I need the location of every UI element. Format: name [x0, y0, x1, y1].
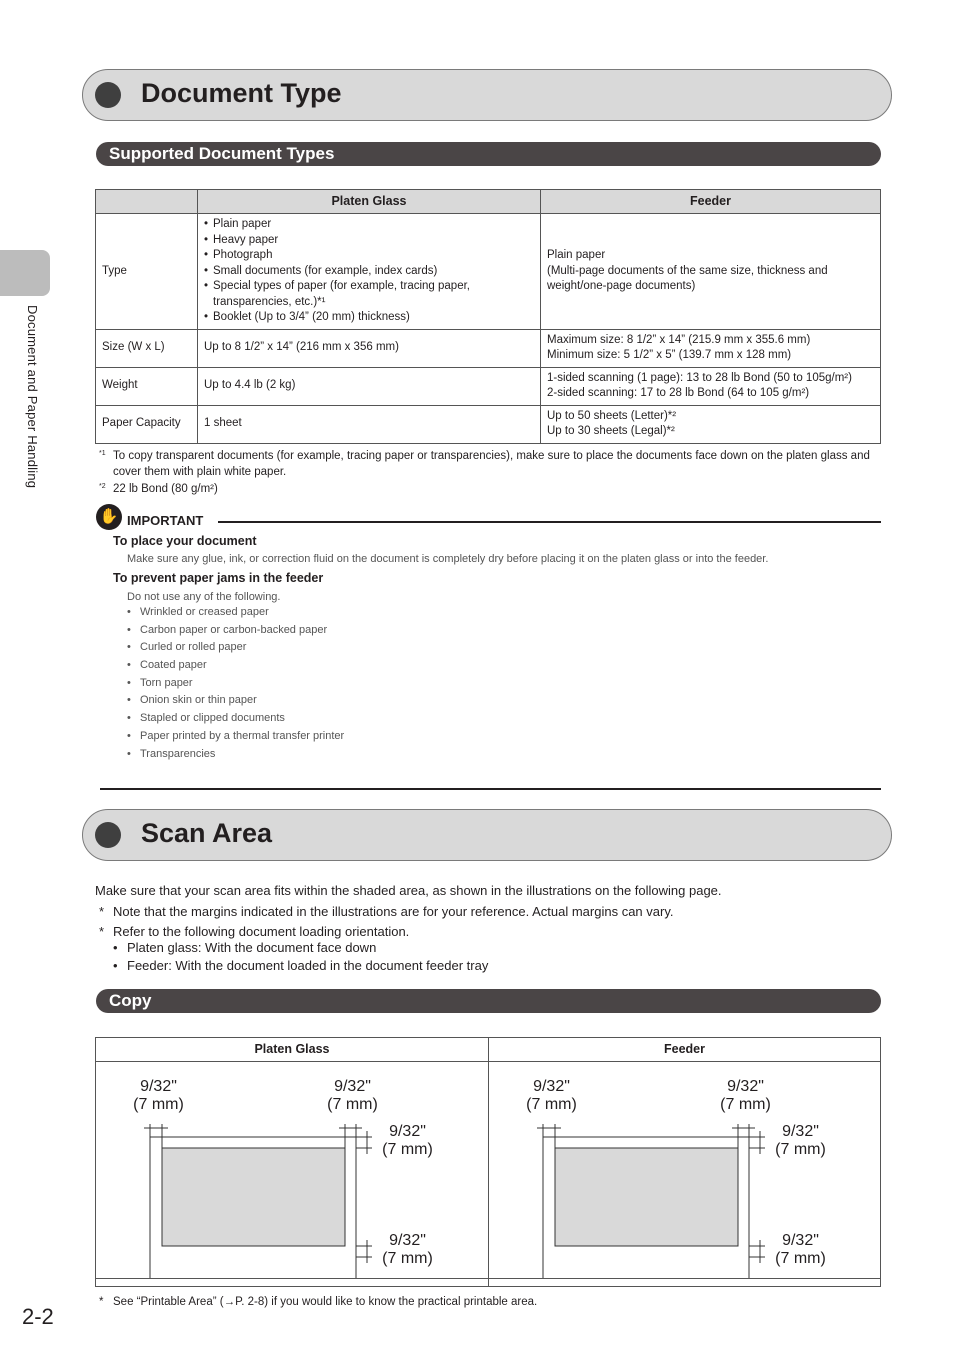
platen-cell: 1 sheet — [198, 405, 541, 443]
footnote-1 — [99, 448, 881, 480]
margin-value-inch: 9/32" — [334, 1078, 371, 1095]
footnote-2 — [99, 481, 881, 497]
list-item: • Small documents (for example, index cards) — [204, 264, 534, 280]
list-item: • Special types of paper (for example, tracing paper, transparencies, etc.)*¹ — [204, 279, 534, 310]
scan-area-shade — [555, 1148, 738, 1246]
section-header-document-type — [82, 69, 892, 121]
table-bottom-line — [96, 1278, 880, 1279]
table-header-empty — [96, 190, 198, 214]
margin-value-inch: 9/32" — [389, 1232, 426, 1249]
margin-label-left — [524, 1078, 579, 1114]
margin-value-mm: (7 mm) — [775, 1141, 826, 1158]
margin-value-inch: 9/32" — [727, 1078, 764, 1095]
important-label: IMPORTANT — [127, 513, 204, 528]
margin-label-bottom — [380, 1232, 435, 1268]
list-item: • Coated paper — [127, 659, 344, 677]
hand-stop-icon: ✋ — [96, 504, 122, 530]
note-star: * — [99, 924, 105, 939]
margin-label-top — [773, 1123, 828, 1159]
margin-label-bottom — [773, 1232, 828, 1268]
subsection-title: Copy — [109, 991, 152, 1010]
margin-label-right — [325, 1078, 380, 1114]
important-heading-2: To prevent paper jams in the feeder — [113, 571, 324, 585]
cell-line: Up to 50 sheets (Letter)*² — [547, 409, 677, 422]
chapter-tab-label: Document and Paper Handling — [25, 305, 40, 489]
list-item: • Booklet (Up to 3/4” (20 mm) thickness) — [204, 310, 534, 326]
margin-value-inch: 9/32" — [140, 1078, 177, 1095]
feeder-cell — [541, 214, 881, 330]
margin-value-mm: (7 mm) — [327, 1096, 378, 1113]
cell-line: Minimum size: 5 1/2” x 5” (139.7 mm x 128 mm) — [547, 349, 792, 361]
table-row — [96, 214, 881, 330]
row-label: Size (W x L) — [96, 329, 198, 367]
table-row — [96, 367, 881, 405]
scan-intro: Make sure that your scan area fits within the shaded area, as shown in the illustrations on the following page. — [95, 883, 722, 898]
section-bullet-icon — [95, 82, 121, 108]
footer-star: * — [99, 1296, 104, 1308]
list-item: • Onion skin or thin paper — [127, 694, 344, 712]
scan-note-2: Refer to the following document loading orientation. — [113, 924, 410, 939]
section-bullet-icon — [95, 822, 121, 848]
bullet-dot: • — [113, 940, 118, 955]
scan-bullet-1: Platen glass: With the document face down — [127, 940, 377, 955]
important-heading-1: To place your document — [113, 534, 257, 548]
table-header-platen: Platen Glass — [198, 190, 541, 214]
section-header-scan-area — [82, 809, 892, 861]
footnote-mark: *1 — [99, 450, 106, 457]
cell-line: Up to 30 sheets (Legal)*² — [547, 425, 675, 437]
margin-value-inch: 9/32" — [782, 1123, 819, 1140]
feeder-cell — [541, 367, 881, 405]
list-item: • Plain paper — [204, 217, 534, 233]
avoid-paper-list — [127, 606, 344, 765]
margin-label-right — [718, 1078, 773, 1114]
footnote-text: 22 lb Bond (80 g/m²) — [113, 483, 218, 495]
margin-value-mm: (7 mm) — [133, 1096, 184, 1113]
list-item: • Torn paper — [127, 677, 344, 695]
list-item: • Carbon paper or carbon-backed paper — [127, 624, 344, 642]
margin-value-mm: (7 mm) — [775, 1250, 826, 1267]
important-body-1: Make sure any glue, ink, or correction fluid on the document is completely dry before placing it on the platen glass or into the feeder. — [127, 553, 769, 565]
cell-line: 2-sided scanning: 17 to 28 lb Bond (64 to 105 g/m²) — [547, 387, 810, 399]
page-number: 2-2 — [22, 1304, 54, 1329]
scan-bullet-2: Feeder: With the document loaded in the document feeder tray — [127, 958, 489, 973]
scan-note-1: Note that the margins indicated in the illustrations are for your reference. Actual margins can vary. — [113, 904, 674, 919]
list-item: • Heavy paper — [204, 233, 534, 249]
chapter-tab — [0, 250, 50, 296]
table-row — [96, 329, 881, 367]
list-item: • Paper printed by a thermal transfer printer — [127, 730, 344, 748]
feeder-cell — [541, 405, 881, 443]
cell-line: Plain paper — [547, 249, 606, 261]
margin-value-mm: (7 mm) — [526, 1096, 577, 1113]
subsection-header-copy — [96, 989, 881, 1013]
footer-note: See “Printable Area” (→P. 2-8) if you would like to know the practical printable area. — [113, 1296, 538, 1308]
section-divider — [100, 788, 881, 790]
list-item: • Stapled or clipped documents — [127, 712, 344, 730]
platen-cell: Up to 8 1/2” x 14” (216 mm x 356 mm) — [198, 329, 541, 367]
important-divider — [218, 521, 881, 523]
row-label: Type — [96, 214, 198, 330]
margin-label-top — [380, 1123, 435, 1159]
list-item: • Transparencies — [127, 748, 344, 766]
feeder-cell — [541, 329, 881, 367]
section-title: Scan Area — [141, 818, 273, 848]
margin-value-mm: (7 mm) — [720, 1096, 771, 1113]
important-body-2: Do not use any of the following. — [127, 591, 281, 603]
footnote-mark: *2 — [99, 483, 106, 490]
margin-value-mm: (7 mm) — [382, 1141, 433, 1158]
note-star: * — [99, 904, 105, 919]
document-type-table — [95, 189, 881, 444]
margin-value-inch: 9/32" — [533, 1078, 570, 1095]
list-item: • Wrinkled or creased paper — [127, 606, 344, 624]
margin-label-left — [131, 1078, 186, 1114]
scan-area-shade — [162, 1148, 345, 1246]
platen-cell — [198, 214, 541, 330]
margin-value-inch: 9/32" — [389, 1123, 426, 1140]
scan-area-table — [95, 1037, 881, 1287]
margin-value-inch: 9/32" — [782, 1232, 819, 1249]
cell-line: Maximum size: 8 1/2” x 14” (215.9 mm x 355.6 mm) — [547, 333, 811, 346]
subsection-header-supported-types — [96, 142, 881, 166]
cell-line: 1-sided scanning (1 page): 13 to 28 lb Bond (50 to 105g/m²) — [547, 371, 852, 384]
bullet-dot: • — [113, 958, 118, 973]
cell-line: (Multi-page documents of the same size, thickness and weight/one-page documents) — [547, 264, 828, 292]
list-item: • Curled or rolled paper — [127, 641, 344, 659]
section-title: Document Type — [141, 78, 342, 108]
footnote-text: To copy transparent documents (for example, tracing paper or transparencies), make sure to place the documents face down on the platen glass and cover them with plain white paper. — [113, 450, 870, 478]
scan-header-feeder: Feeder — [489, 1038, 880, 1062]
subsection-title: Supported Document Types — [109, 144, 335, 163]
scan-header-platen: Platen Glass — [96, 1038, 488, 1062]
row-label: Paper Capacity — [96, 405, 198, 443]
platen-cell: Up to 4.4 lb (2 kg) — [198, 367, 541, 405]
margin-value-mm: (7 mm) — [382, 1250, 433, 1267]
row-label: Weight — [96, 367, 198, 405]
list-item: • Photograph — [204, 248, 534, 264]
table-header-feeder: Feeder — [541, 190, 881, 214]
table-row — [96, 405, 881, 443]
